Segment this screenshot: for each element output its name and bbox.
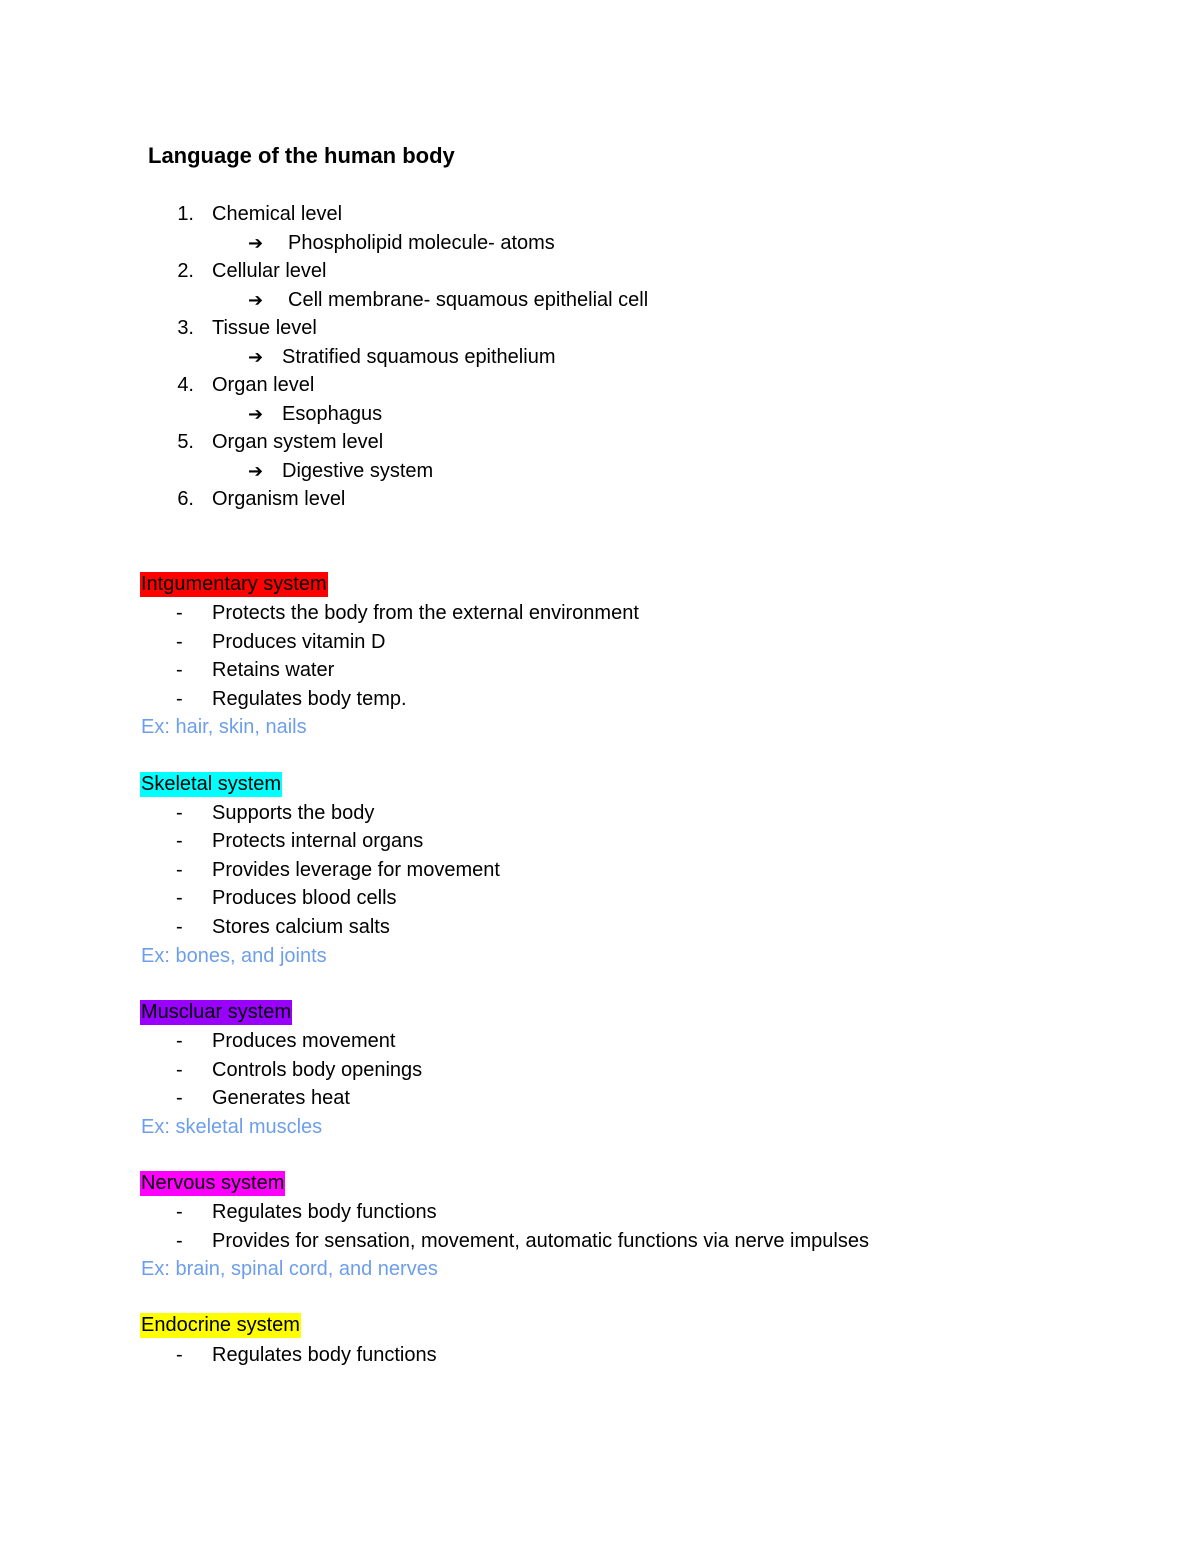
arrow-icon: ➔ xyxy=(248,290,264,310)
system-item: Produces movement xyxy=(212,1030,396,1052)
system-item: Regulates body temp. xyxy=(212,688,407,710)
system-item: Regulates body functions xyxy=(212,1344,437,1366)
system-example: Ex: hair, skin, nails xyxy=(141,716,307,738)
level-label: Organ level xyxy=(212,374,315,396)
bullet-dash: - xyxy=(176,1059,183,1081)
system-item: Produces blood cells xyxy=(212,887,397,909)
bullet-dash: - xyxy=(176,659,183,681)
system-heading-nervous: Nervous system xyxy=(141,1172,285,1194)
system-item: Protects internal organs xyxy=(212,830,424,852)
system-item: Produces vitamin D xyxy=(212,631,386,653)
level-number: 6. xyxy=(177,488,194,510)
bullet-dash: - xyxy=(176,859,183,881)
system-item: Regulates body functions xyxy=(212,1201,437,1223)
bullet-dash: - xyxy=(176,602,183,624)
level-number: 4. xyxy=(177,374,194,396)
bullet-dash: - xyxy=(176,631,183,653)
level-example: Cell membrane- squamous epithelial cell xyxy=(288,289,649,311)
system-example: Ex: brain, spinal cord, and nerves xyxy=(141,1258,438,1280)
bullet-dash: - xyxy=(176,688,183,710)
arrow-icon: ➔ xyxy=(248,461,264,481)
level-example: Stratified squamous epithelium xyxy=(282,346,556,368)
level-number: 2. xyxy=(177,260,194,282)
system-item: Provides for sensation, movement, automatic functions via nerve impulses xyxy=(212,1230,869,1252)
bullet-dash: - xyxy=(176,830,183,852)
system-item: Retains water xyxy=(212,659,335,681)
system-item: Stores calcium salts xyxy=(212,916,390,938)
bullet-dash: - xyxy=(176,1087,183,1109)
level-label: Cellular level xyxy=(212,260,327,282)
bullet-dash: - xyxy=(176,1201,183,1223)
arrow-icon: ➔ xyxy=(248,347,264,367)
system-heading-endocrine: Endocrine system xyxy=(141,1314,300,1336)
level-number: 3. xyxy=(177,317,194,339)
system-item: Provides leverage for movement xyxy=(212,859,500,881)
system-item: Generates heat xyxy=(212,1087,350,1109)
level-label: Organism level xyxy=(212,488,346,510)
bullet-dash: - xyxy=(176,1344,183,1366)
level-label: Organ system level xyxy=(212,431,384,453)
system-heading-skeletal: Skeletal system xyxy=(141,773,282,795)
level-example: Phospholipid molecule- atoms xyxy=(288,232,555,254)
bullet-dash: - xyxy=(176,802,183,824)
system-example: Ex: bones, and joints xyxy=(141,945,327,967)
bullet-dash: - xyxy=(176,887,183,909)
system-heading-muscular: Muscluar system xyxy=(141,1001,292,1023)
bullet-dash: - xyxy=(176,1230,183,1252)
level-number: 5. xyxy=(177,431,194,453)
document-title: Language of the human body xyxy=(148,143,455,168)
level-example: Esophagus xyxy=(282,403,383,425)
system-item: Supports the body xyxy=(212,802,375,824)
level-example: Digestive system xyxy=(282,460,434,482)
arrow-icon: ➔ xyxy=(248,404,264,424)
system-heading-integumentary: Intgumentary system xyxy=(141,573,327,595)
level-label: Tissue level xyxy=(212,317,317,339)
system-item: Controls body openings xyxy=(212,1059,423,1081)
level-number: 1. xyxy=(177,203,194,225)
system-example: Ex: skeletal muscles xyxy=(141,1116,323,1138)
system-item: Protects the body from the external environment xyxy=(212,602,639,624)
level-label: Chemical level xyxy=(212,203,343,225)
arrow-icon: ➔ xyxy=(248,233,264,253)
bullet-dash: - xyxy=(176,1030,183,1052)
bullet-dash: - xyxy=(176,916,183,938)
